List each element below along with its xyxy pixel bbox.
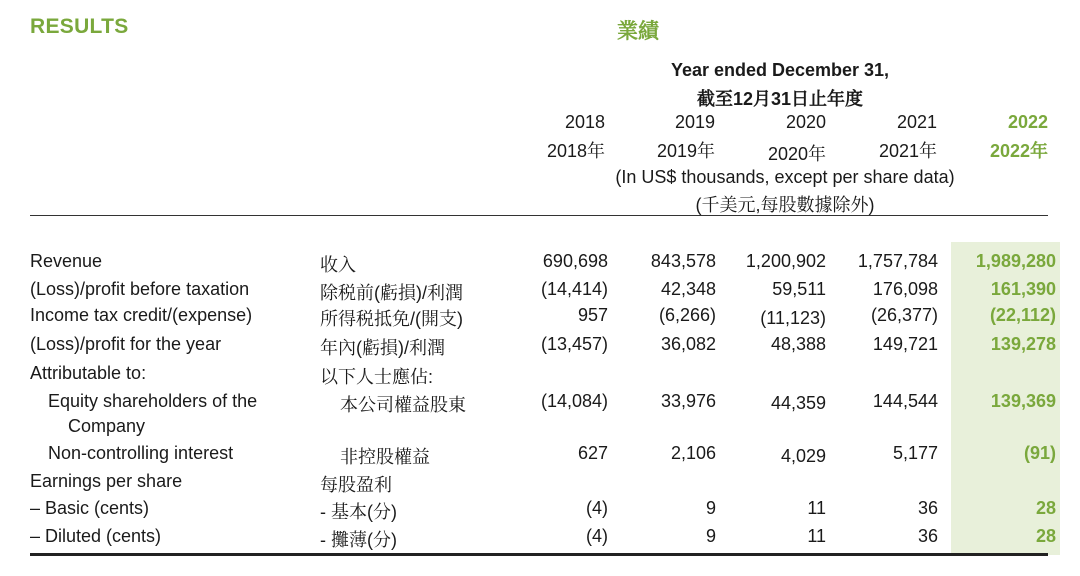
cell-2019: (6,266) [658,305,716,325]
year-2019-zh: 2019年 [656,141,715,161]
cell-2020: 4,029 [780,446,826,466]
row-label-en: (Loss)/profit for the year [30,334,222,354]
cell-2022: 139,278 [990,334,1056,354]
row-label-en: Revenue [30,251,103,271]
cell-2022: (91) [1023,443,1056,463]
row-label-en: Earnings per share [30,471,183,491]
section-title-en: RESULTS [30,15,129,38]
row-label-zh: 以下人士應佔: [320,367,434,387]
cell-2018: (4) [586,526,608,546]
cell-2018: 957 [577,305,608,325]
row-label-en: Attributable to: [30,363,147,383]
year-2022-en: 2022 [1007,112,1048,132]
table-bottom-rule [30,553,1048,556]
header-divider [30,215,1048,216]
cell-2021: 5,177 [892,443,938,463]
row-label-zh: 年內(虧損)/利潤 [320,338,445,358]
cell-2021: 144,544 [872,391,938,411]
cell-2020: 1,200,902 [745,251,826,271]
unit-note-en: (In US$ thousands, except per share data) [615,167,955,187]
cell-2022: (22,112) [989,305,1056,325]
row-label-en: – Diluted (cents) [30,526,162,546]
cell-2021: 36 [917,498,938,518]
cell-2019: 9 [705,526,716,546]
row-label-zh: - 攤薄(分) [320,530,397,550]
cell-2021: (26,377) [870,305,938,325]
row-label-zh: 所得税抵免/(開支) [320,309,463,329]
cell-2018: 690,698 [542,251,608,271]
cell-2022: 28 [1035,498,1056,518]
row-label-zh: 除税前(虧損)/利潤 [320,283,463,303]
cell-2020: 11 [807,526,826,546]
cell-2018: (4) [586,498,608,518]
cell-2021: 1,757,784 [857,251,938,271]
cell-2022: 161,390 [990,279,1056,299]
year-2022-zh: 2022年 [989,141,1048,161]
period-heading-zh: 截至12月31日止年度 [696,89,864,109]
row-label-en: Income tax credit/(expense) [30,305,253,325]
cell-2021: 149,721 [872,334,938,354]
cell-2022: 1,989,280 [975,251,1056,271]
cell-2019: 9 [705,498,716,518]
section-title-zh: 業績 [617,20,659,43]
year-2020-zh: 2020年 [767,144,826,164]
cell-2020: 48,388 [770,334,826,354]
year-2018-zh: 2018年 [546,141,605,161]
cell-2019: 843,578 [650,251,716,271]
cell-2018: (14,084) [540,391,608,411]
cell-2019: 36,082 [660,334,716,354]
cell-2022: 28 [1035,526,1056,546]
cell-2020: 11 [807,498,826,518]
row-label-en: Equity shareholders of the [48,391,258,411]
year-2019-en: 2019 [674,112,715,132]
cell-2019: 33,976 [660,391,716,411]
cell-2022: 139,369 [990,391,1056,411]
cell-2018: 627 [577,443,608,463]
year-2021-zh: 2021年 [878,141,937,161]
year-2018-en: 2018 [564,112,605,132]
row-label-en: – Basic (cents) [30,498,150,518]
period-heading-en: Year ended December 31, [670,60,890,80]
row-label-zh: 每股盈利 [320,475,392,495]
cell-2021: 36 [917,526,938,546]
cell-2018: (13,457) [540,334,608,354]
cell-2021: 176,098 [872,279,938,299]
row-label-zh: 非控股權益 [340,447,430,467]
row-label-en-continued: Company [68,416,146,436]
cell-2020: 44,359 [770,393,826,413]
year-2020-en: 2020 [785,112,826,132]
row-label-en: (Loss)/profit before taxation [30,279,250,299]
cell-2020: 59,511 [772,279,826,299]
unit-note-zh: (千美元,每股數據除外) [695,195,875,215]
year-2021-en: 2021 [896,112,937,132]
cell-2019: 2,106 [670,443,716,463]
cell-2018: (14,414) [540,279,608,299]
row-label-zh: - 基本(分) [320,502,397,522]
row-label-zh: 收入 [320,255,356,275]
row-label-en: Non-controlling interest [48,443,234,463]
cell-2020: (11,123) [760,308,826,328]
row-label-zh: 本公司權益股東 [340,395,466,415]
cell-2019: 42,348 [660,279,716,299]
